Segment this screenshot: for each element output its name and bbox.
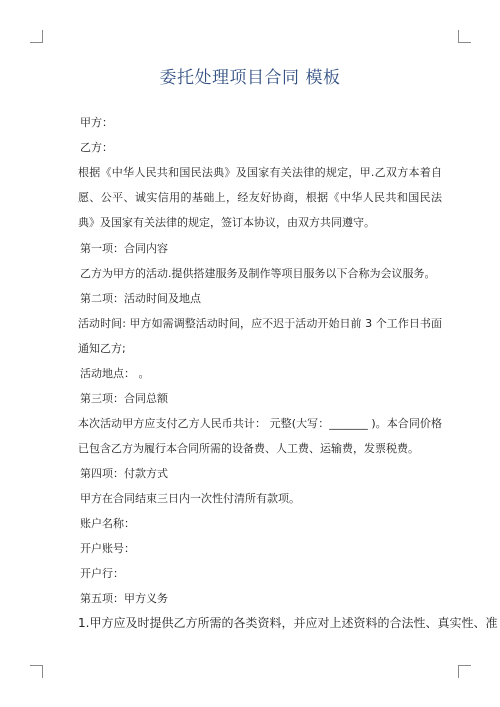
payment-terms-line: 甲方在合同结束三日内一次性付清所有款项。 <box>80 492 300 505</box>
crop-mark-bottom-right <box>458 665 471 678</box>
section-1-text: 乙方为甲方的活动.提供搭建服务及制作等项目服务以下合称为会议服务。 <box>80 267 436 280</box>
crop-mark-top-right <box>458 30 471 43</box>
document-title: 委托处理项目合同 模板 <box>159 68 341 88</box>
section-2-heading: 第二项：活动时间及地点 <box>80 292 201 305</box>
crop-mark-top-left <box>30 30 43 43</box>
activity-location-line: 活动地点： 。 <box>80 367 150 380</box>
section-5-heading: 第五项：甲方义务 <box>80 592 168 605</box>
activity-time-paragraph: 活动时间: 甲方如需调整活动时间，应不迟于活动开始日前 3 个工作日书面通知乙方; <box>78 317 442 355</box>
preamble-paragraph: 根据《中华人民共和国民法典》及国家有关法律的规定，甲.乙双方本着自愿、公平、诚实信用的基础上，经友好协商，根据《中华人民共和国民法典》及国家有关法律的规定，签订本协议，由双方共同遵守。 <box>78 166 442 229</box>
party-a-line: 甲方： <box>80 116 113 129</box>
bank-line: 开户行： <box>80 567 124 580</box>
crop-mark-bottom-left <box>30 665 43 678</box>
section-3-heading: 第三项：合同总额 <box>80 392 168 405</box>
party-b-line: 乙方： <box>80 141 113 154</box>
contract-amount-paragraph: 本次活动甲方应支付乙方人民币共计： 元整(大写：_______ )。本合同价格已包含乙方为履行本合同所需的设备费、人工费、运输费，发票税费。 <box>78 417 442 455</box>
section-4-heading: 第四项：付款方式 <box>80 467 168 480</box>
account-number-line: 开户账号： <box>80 542 135 555</box>
party-a-obligation-1: 1.甲方应及时提供乙方所需的各类资料，并应对上述资料的合法性、真实性、准 <box>78 616 498 630</box>
section-1-heading: 第一项：合同内容 <box>80 242 168 255</box>
account-name-line: 账户名称： <box>80 517 135 530</box>
